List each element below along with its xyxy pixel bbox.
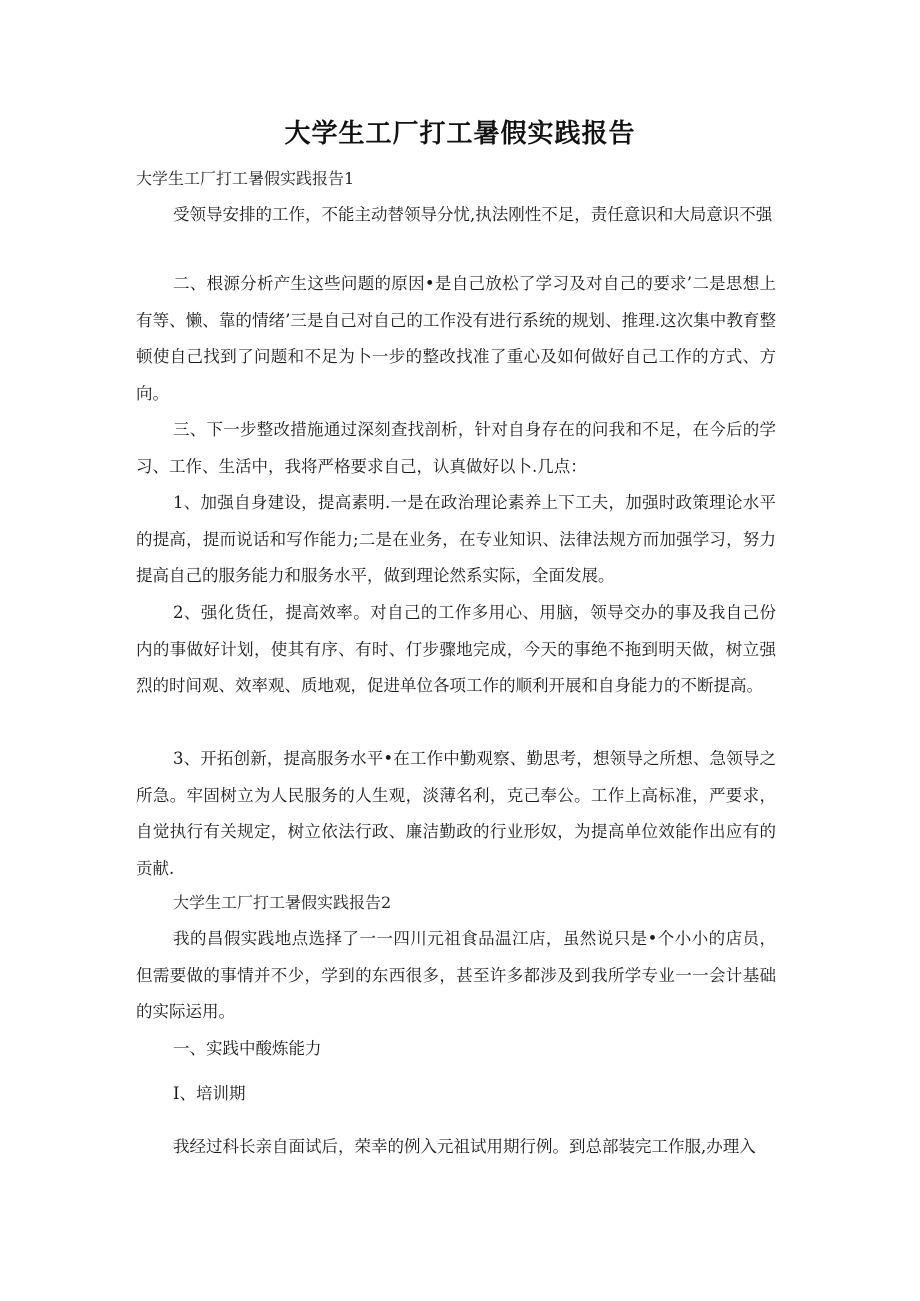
paragraph-3: 三、下一步整改措施通过深刻查找剖析，针对自身存在的问我和不足，在今后的学习、工作、生活中，我将严格要求自己，认真做好以卜.几点：: [136, 420, 776, 476]
subheading-training: I、培训期: [173, 1084, 246, 1103]
paragraph-7: 我的昌假实践地点选择了一一四川元祖食品温江店，虽然说只是•个小小的店员，但需要做的事情并不少，学到的东西很多，甚至许多都涉及到我所学专业一一会计基础的实际运用。: [136, 929, 776, 1021]
paragraph-6: 3、开拓创新，提高服务水平•在工作中勤观察、勤思考，想领导之所想、急领导之所急。牢固树立为人民服务的人生观，淡薄名利，克己奉公。工作上高标准，严要求，自觉执行有关规定，树立依法行政、廉洁勤政的行业形奴，为提高单位效能作出应有的贡献.: [136, 749, 776, 878]
section-1-heading: 大学生工厂打工暑假实践报告1: [136, 169, 355, 188]
paragraph-1: 受领导安排的工作，不能主动替领导分忧,执法刚性不足，责任意识和大局意识不强: [173, 205, 773, 224]
paragraph-2: 二、根源分析产生这些问题的原因•是自己放松了学习及对自己的要求’二是思想上有等、懒、靠的情绪’三是自己对自己的工作没有进行系统的规划、推理.这次集中教育整顿使自己找到了问题和不足为卜一步的整改找准了重心及如何做好自己工作的方式、方向。: [136, 274, 776, 403]
section-2-heading: 大学生工厂打工暑假实践报告2: [173, 893, 392, 912]
subheading-practice: 一、实践中酸炼能力: [173, 1039, 322, 1058]
paragraph-4: 1、加强自身建设，提高素明.一是在政治理论素养上下工夫，加强时政策理论水平的提高，提而说话和写作能力;二是在业务，在专业知识、法律法规方而加强学习，努力提高自己的服务能力和服务水平，做到理论然系实际，全面发展。: [136, 493, 776, 585]
paragraph-last: 我经过科长亲自面试后，荣幸的例入元祖试用期行例。到总部装完工作服,办理入: [173, 1137, 756, 1156]
document-title: 大学生工厂打工暑假实践报告: [284, 119, 636, 149]
paragraph-5: 2、强化货任，提高效率。对自己的工作多用心、用脑，领导交办的事及我自己份内的事做好计划，使其有序、有时、仃步骤地完成，今天的事绝不拖到明天做，树立强烈的时间观、效率观、质地观，促进单位各项工作的顺利开展和自身能力的不断提高。: [136, 603, 776, 695]
